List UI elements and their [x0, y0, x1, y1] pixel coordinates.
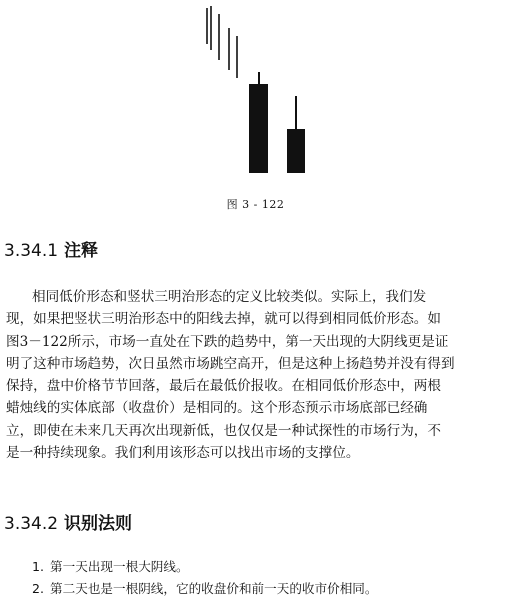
section-heading-notes — [4, 236, 98, 261]
notes-paragraph — [6, 286, 509, 464]
section-number: 3.34.2 — [4, 514, 59, 534]
paragraph-line: 图3－122所示，市场一直处在下跌的趋势中，第一天出现的大阴线更是证 — [6, 333, 449, 350]
section-title: 注释 — [64, 241, 98, 261]
identification-rules-list — [32, 556, 377, 600]
candle-1-body — [249, 84, 268, 173]
paragraph-line: 立，即使在未来几天再次出现新低，也仅仅是一种试探性的市场行为，不 — [6, 422, 441, 439]
section-title: 识别法则 — [64, 514, 132, 534]
candlestick-chart — [0, 0, 511, 210]
candle-day-1 — [249, 72, 268, 173]
paragraph-line: 相同低价形态和竖状三明治形态的定义比较类似。实际上，我们发 — [32, 289, 427, 305]
section-number: 3.34.1 — [4, 241, 59, 261]
candle-day-2 — [287, 96, 305, 173]
list-item — [32, 556, 377, 578]
paragraph-line: 保持，盘中价格节节回落，最后在最低价报收。在相同低价形态中，两根 — [6, 378, 441, 395]
paragraph-line: 现，如果把竖状三明治形态中的阳线去掉，就可以得到相同低价形态。如 — [6, 311, 441, 328]
candlestick-figure — [0, 0, 511, 210]
paragraph-line: 是一种持续现象。我们利用该形态可以找出市场的支撑位。 — [6, 445, 360, 462]
list-item — [32, 578, 377, 600]
rule-text: 第二天也是一根阴线，它的收盘价和前一天的收市价相同。 — [50, 581, 378, 596]
rule-text: 第一天出现一根大阴线。 — [50, 559, 189, 574]
paragraph-line: 明了这种市场趋势，次日虽然市场跳空高开，但是这种上扬趋势并没有得到 — [6, 355, 455, 372]
figure-caption: 图 3 - 122 — [226, 198, 285, 211]
candle-2-body — [287, 129, 305, 173]
paragraph-line: 蜡烛线的实体底部（收盘价）是相同的。这个形态预示市场底部已经确 — [6, 400, 428, 417]
prior-trend-ticks — [207, 6, 237, 78]
rule-index: 2. — [32, 581, 45, 596]
rule-index: 1. — [32, 559, 45, 574]
section-heading-rules — [4, 509, 132, 534]
